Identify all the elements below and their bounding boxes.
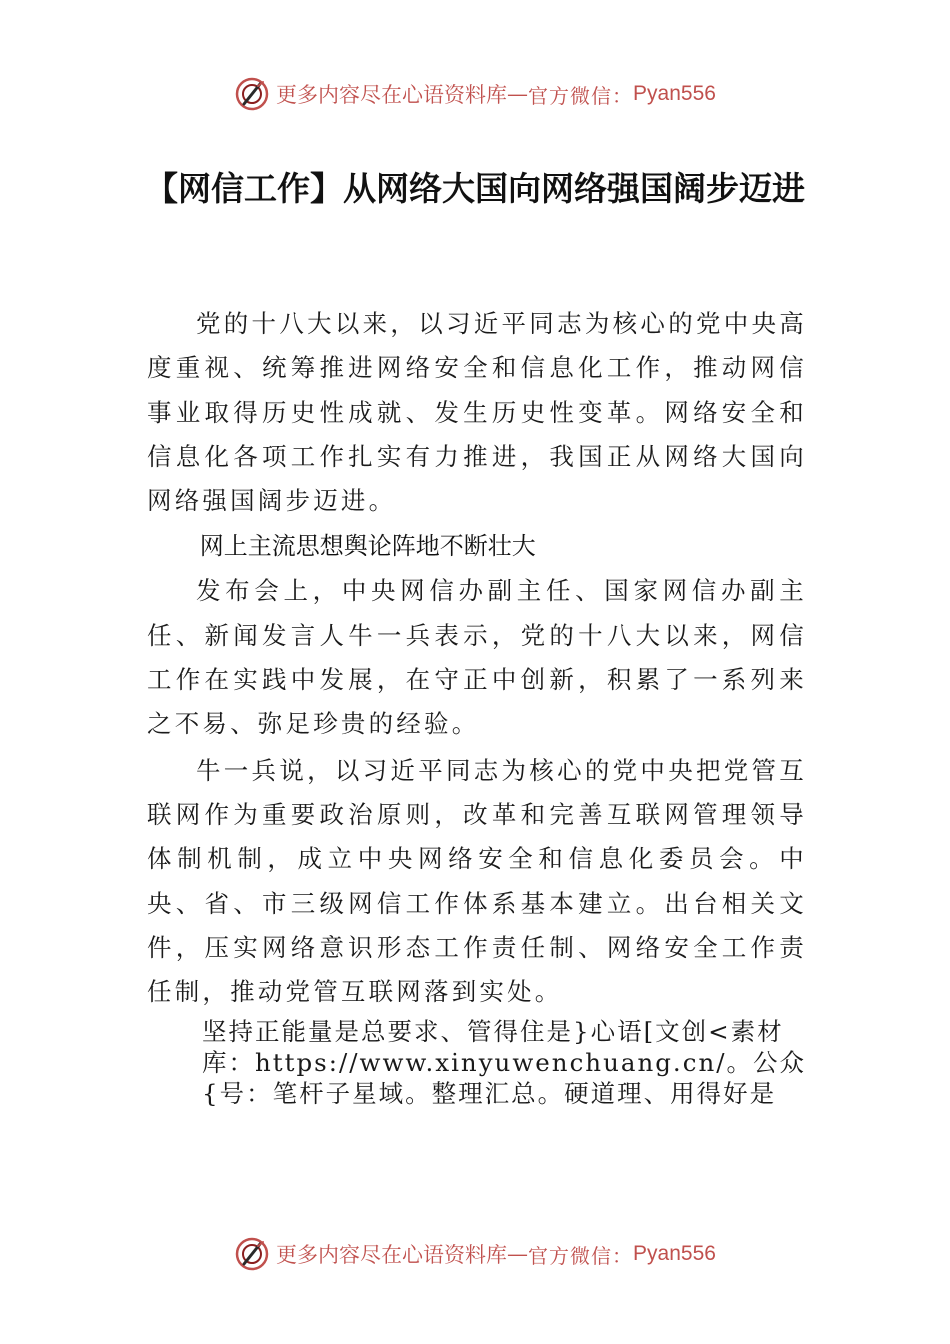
footer-banner bbox=[0, 1234, 950, 1274]
logo-icon bbox=[234, 76, 270, 112]
section-paragraph-1: 发布会上，中央网信办副主任、国家网信办副主任、新闻发言人牛一兵表示，党的十八大以来，网信工作在实践中发展，在守正中创新，积累了一系列来之不易、弥足珍贵的经验。 bbox=[147, 576, 807, 739]
document-title: 【网信工作】从网络大国向网络强国阔步迈进 bbox=[145, 169, 805, 208]
section-heading: 网上主流思想舆论阵地不断壮大 bbox=[199, 532, 536, 561]
header-banner bbox=[0, 74, 950, 114]
intro-paragraph: 党的十八大以来，以习近平同志为核心的党中央高度重视、统筹推进网络安全和信息化工作，推动网信事业取得历史性成就、发生历史性变革。网络安全和信息化各项工作扎实有力推进，我国正从网络大国向网络强国阔步迈进。 bbox=[147, 309, 807, 516]
banner-wechat-label: 官方微信： bbox=[528, 1243, 634, 1268]
banner-wechat-id: Pyan556 bbox=[633, 82, 716, 105]
banner-wechat-label: 官方微信： bbox=[528, 83, 634, 108]
banner-text: 更多内容尽在心语资料库 bbox=[276, 83, 508, 107]
document-body bbox=[147, 302, 807, 1109]
banner-wechat-id: Pyan556 bbox=[633, 1242, 716, 1265]
section-paragraph-2: 牛一兵说，以习近平同志为核心的党中央把党管互联网作为重要政治原则，改革和完善互联网管理领导体制机制，成立中央网络安全和信息化委员会。中央、省、市三级网信工作体系基本建立。出台相关文件，压实网络意识形态工作责任制、网络安全工作责任制，推动党管互联网落到实处。 bbox=[147, 755, 807, 1007]
banner-separator: — bbox=[507, 82, 529, 106]
logo-icon bbox=[234, 1236, 270, 1272]
banner-separator: — bbox=[507, 1242, 529, 1266]
banner-text: 更多内容尽在心语资料库 bbox=[276, 1243, 508, 1267]
source-note: 坚持正能量是总要求、管得住是}心语[文创<素材库：https://www.xinyuwenchuang.cn/。公众{号：笔杆子星域。整理汇总。硬道理、用得好是 bbox=[202, 1017, 806, 1109]
